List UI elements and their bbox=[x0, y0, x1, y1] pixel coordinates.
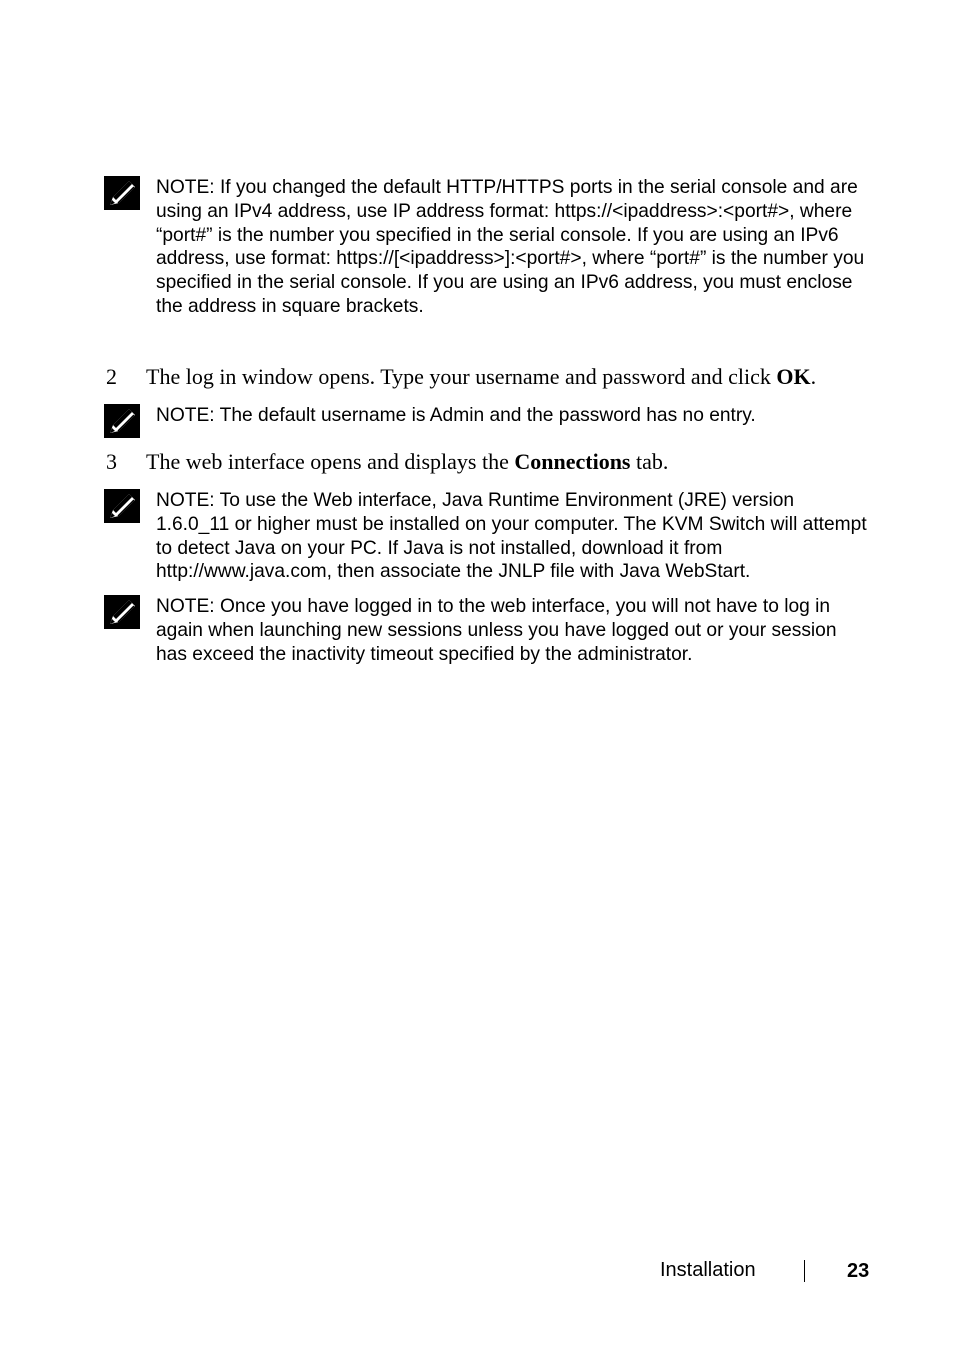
note-pencil-icon bbox=[104, 404, 140, 438]
step-text bbox=[146, 449, 668, 475]
footer-section-title: Installation bbox=[660, 1259, 756, 1281]
note-text bbox=[156, 404, 872, 428]
note-body: To use the Web interface, Java Runtime Environment (JRE) version 1.6.0_11 or higher must be installed on your computer. The KVM Switch will attempt to detect Java on your PC. If Java is not installed, download it from http://www.java.com, then associate the JNLP file with Java WebStart. bbox=[156, 490, 867, 583]
note-pencil-icon bbox=[104, 176, 140, 210]
step-text-before: The web interface opens and displays the bbox=[146, 449, 515, 474]
step-text bbox=[146, 364, 816, 390]
note-label: NOTE: bbox=[156, 490, 215, 511]
note-label: NOTE: bbox=[156, 596, 215, 617]
note-label: NOTE: bbox=[156, 177, 215, 198]
step-bold-ok: OK bbox=[776, 364, 811, 389]
step-number: 2 bbox=[106, 364, 117, 389]
footer-divider bbox=[804, 1260, 805, 1282]
note-body: If you changed the default HTTP/HTTPS ports in the serial console and are using an IPv4 address, use IP address format: https://<ipaddress>:<port#>, where “port#” is the number you specified in the serial console. If you are using an IPv6 address, use format: https://[<ipaddress>]:<port#>, where “port#” is the number you specified in the serial console. If you are using an IPv6 address, you must enclose the address in square brackets. bbox=[156, 177, 865, 317]
note-text bbox=[156, 489, 872, 584]
note-body: The default username is Admin and the password has no entry. bbox=[214, 405, 756, 426]
step-number: 3 bbox=[106, 449, 117, 474]
step-text-after: tab. bbox=[630, 449, 669, 474]
note-label: NOTE: bbox=[156, 405, 215, 426]
note-pencil-icon bbox=[104, 595, 140, 629]
note-body: Once you have logged in to the web interface, you will not have to log in again when launching new sessions unless you have logged out or your session has exceed the inactivity timeout specified by the administrator. bbox=[156, 596, 837, 665]
note-text bbox=[156, 176, 872, 319]
page-number: 23 bbox=[847, 1260, 870, 1282]
step-bold-connections: Connections bbox=[514, 449, 631, 474]
page-footer bbox=[0, 1258, 954, 1288]
note-text bbox=[156, 595, 872, 666]
note-pencil-icon bbox=[104, 489, 140, 523]
step-text-after: . bbox=[810, 364, 817, 389]
step-text-before: The log in window opens. Type your username and password and click bbox=[146, 364, 777, 389]
